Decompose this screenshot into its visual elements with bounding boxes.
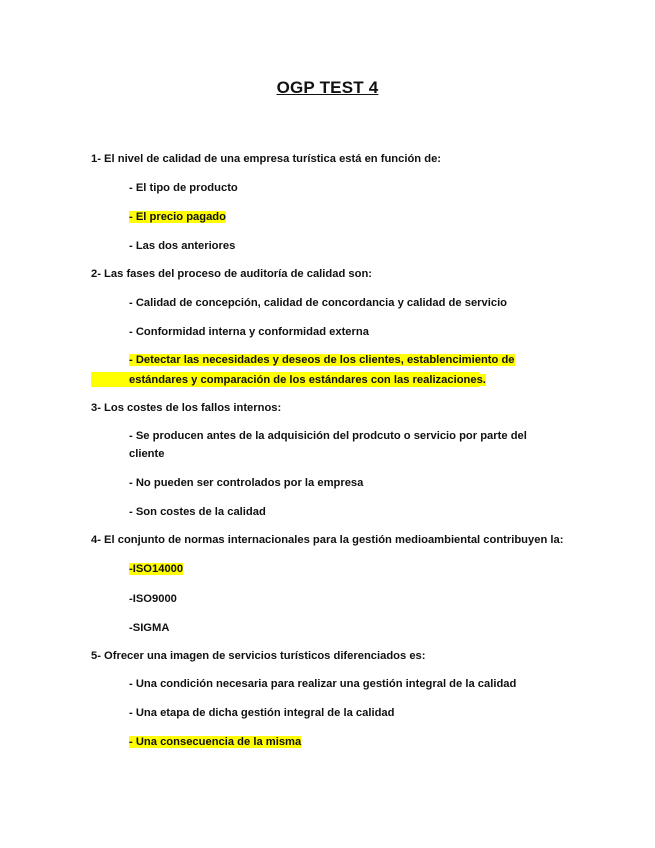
question-2-option-3-line-2 — [129, 373, 486, 387]
question-2-option-1: - Calidad de concepción, calidad de concordancia y calidad de servicio — [129, 297, 508, 309]
question-5: 5- Ofrecer una imagen de servicios turísticos diferenciados es: — [91, 650, 426, 662]
question-5-option-2: - Una etapa de dicha gestión integral de la calidad — [129, 707, 395, 719]
question-1: 1- El nivel de calidad de una empresa turística está en función de: — [91, 153, 442, 165]
question-1-option-1: - El tipo de producto — [129, 182, 238, 194]
highlighted-answer: - El precio pagado — [129, 211, 226, 223]
question-4-option-3: -SIGMA — [129, 622, 170, 634]
question-4-option-1 — [129, 562, 183, 576]
question-4: 4- El conjunto de normas internacionales para la gestión medioambiental contribuyen la: — [91, 534, 564, 546]
highlighted-answer: - Una consecuencia de la misma — [129, 736, 302, 748]
question-1-option-2 — [129, 210, 226, 224]
highlighted-answer: -ISO14000 — [129, 563, 184, 575]
question-2-option-3-line-1 — [129, 353, 515, 367]
question-1-option-3: - Las dos anteriores — [129, 240, 236, 252]
question-2-option-2: - Conformidad interna y conformidad externa — [129, 326, 369, 338]
question-3-option-3: - Son costes de la calidad — [129, 506, 266, 518]
question-3-option-1-line-1: - Se producen antes de la adquisición del prodcuto o servicio por parte del — [129, 430, 527, 442]
page-title: OGP TEST 4 — [276, 78, 379, 97]
highlighted-answer: - Detectar las necesidades y deseos de los clientes, establencimiento de — [129, 354, 515, 366]
question-5-option-1: - Una condición necesaria para realizar una gestión integral de la calidad — [129, 678, 517, 690]
question-3: 3- Los costes de los fallos internos: — [91, 402, 282, 414]
question-2: 2- Las fases del proceso de auditoría de calidad son: — [91, 268, 373, 280]
question-3-option-1-line-2: cliente — [129, 448, 165, 460]
question-5-option-3 — [129, 735, 301, 749]
highlighted-answer-continued: estándares y comparación de los estándares con las realizaciones. — [129, 374, 486, 386]
question-4-option-2: -ISO9000 — [129, 593, 177, 605]
question-3-option-2: - No pueden ser controlados por la empresa — [129, 477, 364, 489]
